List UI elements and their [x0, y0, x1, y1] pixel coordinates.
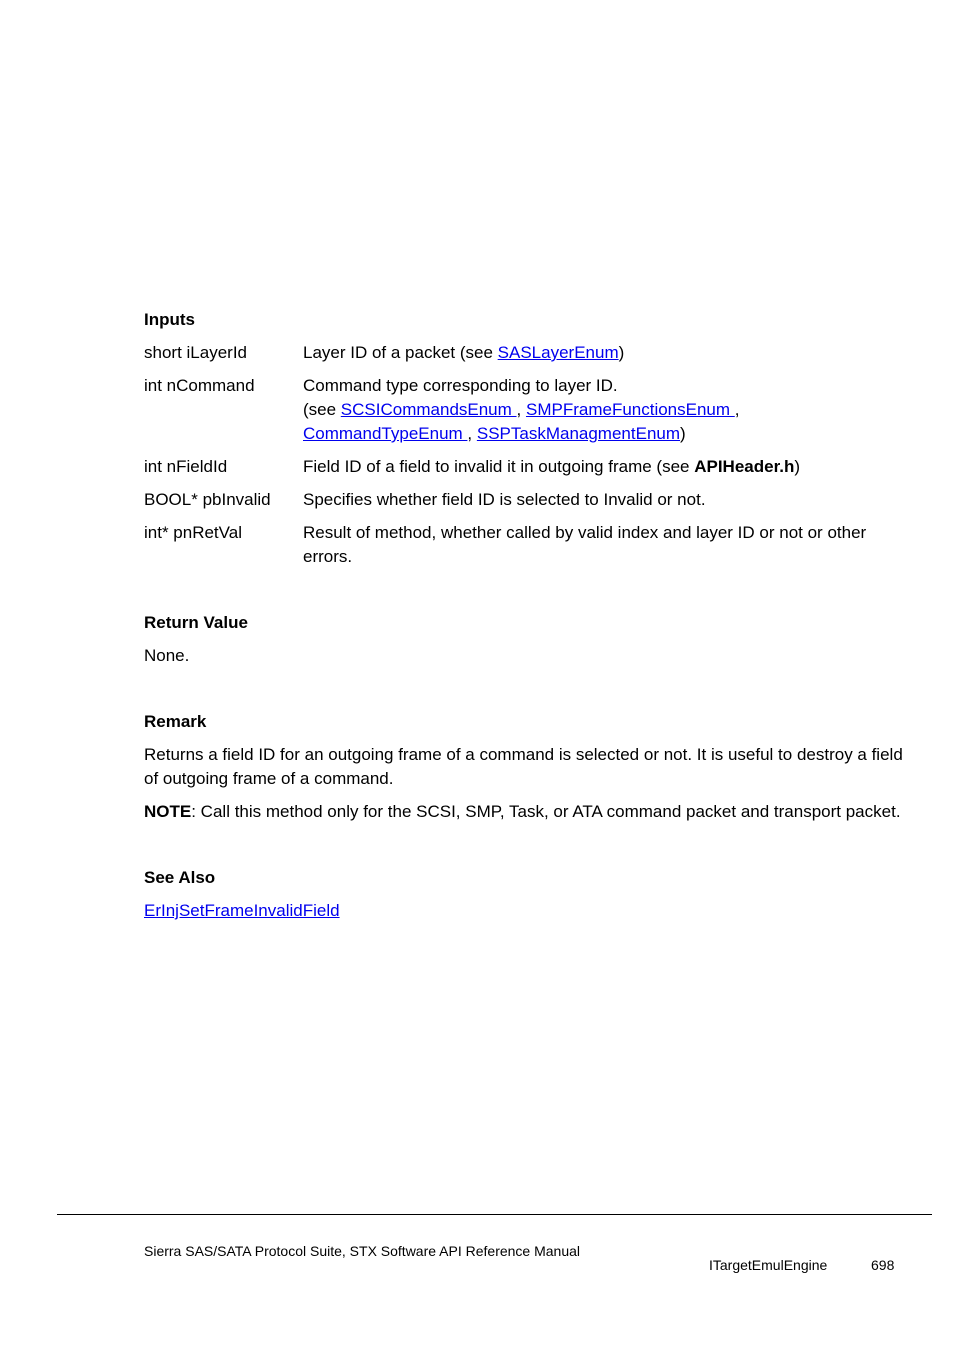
remark-note: [144, 800, 904, 824]
param-desc: [303, 341, 904, 365]
remark-heading: Remark: [144, 712, 207, 731]
param-row-nfieldid: [144, 455, 904, 479]
param-row-ncommand: [144, 374, 904, 446]
param-desc-text: (see: [303, 400, 341, 419]
param-desc-text: ): [794, 457, 801, 476]
return-value-heading: Return Value: [144, 613, 248, 632]
commandtypeenum-link[interactable]: CommandTypeEnum: [303, 424, 468, 443]
param-desc: [303, 455, 904, 479]
see-also-links: [144, 899, 904, 923]
scsicommandsenum-link[interactable]: SCSICommandsEnum: [340, 400, 517, 419]
footer-section-name: ITargetEmulEngine: [709, 1257, 828, 1273]
param-desc-links-line: [303, 422, 904, 446]
separator: ,: [516, 400, 526, 419]
section-gap: [144, 578, 904, 611]
param-desc: [303, 374, 904, 446]
section-gap: [144, 677, 904, 710]
param-desc-text: Layer ID of a packet (see: [303, 343, 498, 362]
footer-divider: [57, 1214, 932, 1215]
param-row-ilayerid: [144, 341, 904, 365]
apiheader-bold: APIHeader.h: [694, 457, 795, 476]
param-desc-text: ): [680, 424, 686, 443]
param-desc: Specifies whether field ID is selected to Invalid or not.: [303, 490, 706, 509]
param-name: int nFieldId: [144, 457, 228, 476]
smpframefunctionsenum-link[interactable]: SMPFrameFunctionsEnum: [525, 400, 735, 419]
ssptaskmanagmentenum-link[interactable]: SSPTaskManagmentEnum: [476, 424, 681, 443]
erinjsetframeinvalidfield-link[interactable]: ErInjSetFrameInvalidField: [144, 901, 340, 920]
footer-page-number: 698: [871, 1257, 895, 1273]
see-also-heading: See Also: [144, 868, 216, 887]
section-gap: [144, 833, 904, 866]
param-desc: Result of method, whether called by valid index and layer ID or not or other errors.: [303, 523, 867, 566]
remark-text: Returns a field ID for an outgoing frame of a command is selected or not. It is useful to destroy a field of outgoing frame of a command.: [144, 745, 903, 788]
footer-manual-title: Sierra SAS/SATA Protocol Suite, STX Software API Reference Manual: [144, 1243, 581, 1259]
param-desc-text: Field ID of a field to invalid it in outgoing frame (see: [303, 457, 695, 476]
document-body: [144, 308, 904, 932]
note-text: : Call this method only for the SCSI, SMP, Task, or ATA command packet and transport packet.: [191, 802, 901, 821]
saslayerenum-link[interactable]: SASLayerEnum: [497, 343, 619, 362]
separator: ,: [467, 424, 477, 443]
param-desc-text: ): [618, 343, 625, 362]
param-row-pnretval: [144, 521, 904, 569]
param-row-pbinvalid: [144, 488, 904, 512]
note-label: NOTE: [144, 802, 192, 821]
return-value-text: None.: [144, 646, 190, 665]
param-name: short iLayerId: [144, 343, 247, 362]
param-name: int nCommand: [144, 376, 255, 395]
param-name: int* pnRetVal: [144, 523, 242, 542]
param-desc-line: Command type corresponding to layer ID.: [303, 376, 618, 395]
separator: ,: [734, 400, 740, 419]
param-desc-links-line: [303, 398, 904, 422]
param-name: BOOL* pbInvalid: [144, 490, 271, 509]
inputs-heading: Inputs: [144, 310, 195, 329]
